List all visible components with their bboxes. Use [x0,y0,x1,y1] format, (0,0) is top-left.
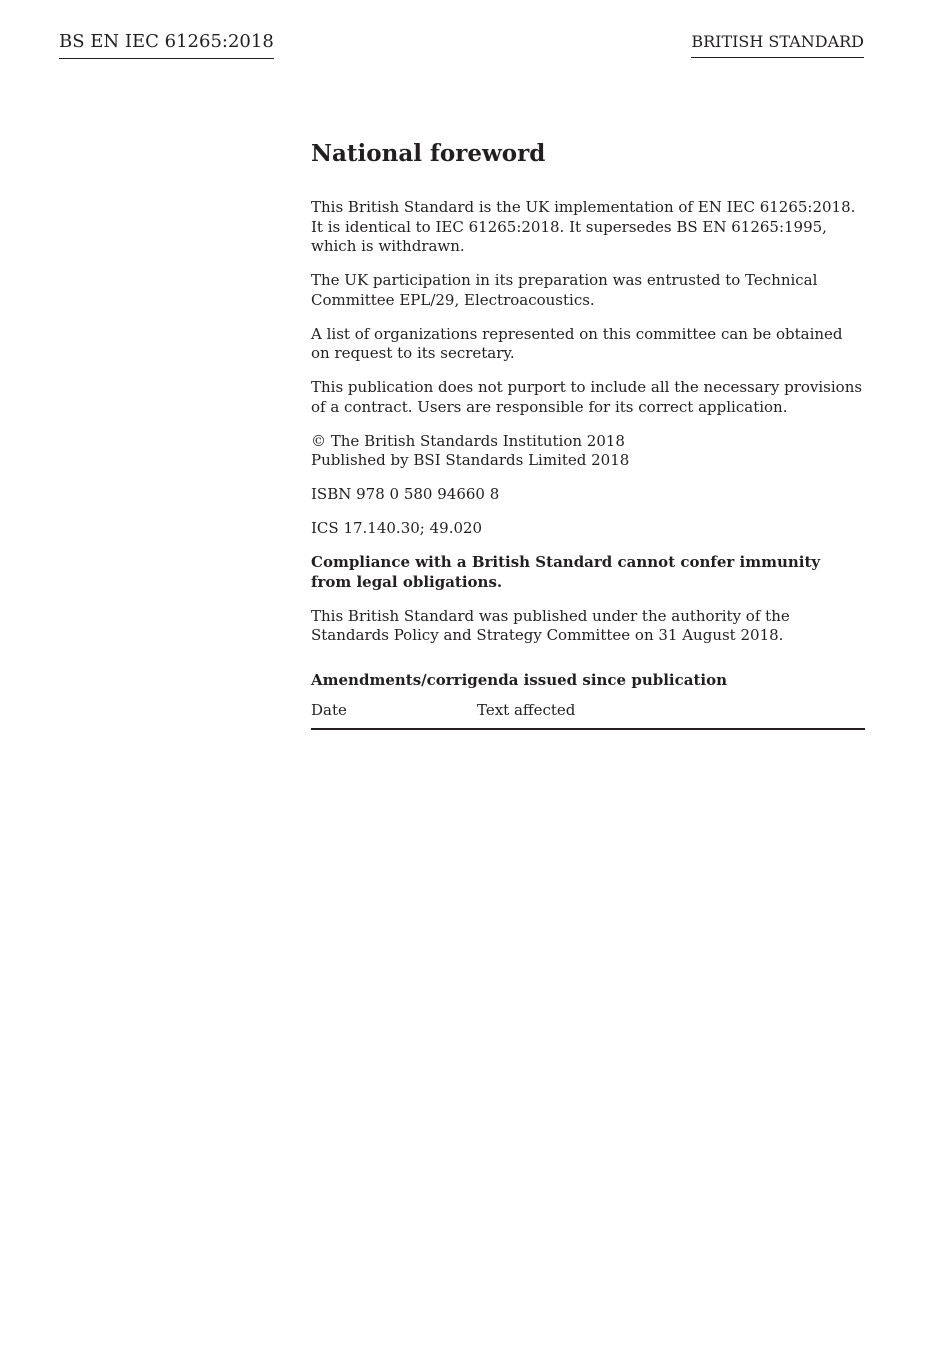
organizations-paragraph: A list of organizations represented on this committee can be obtained on request to its secretary. [311,324,843,362]
amendments-header-row [311,700,865,729]
isbn-line: ISBN 978 0 580 94660 8 [311,485,500,503]
copyright-line: © The British Standards Institution 2018 [311,431,625,450]
provisions-paragraph: This publication does not purport to include all the necessary provisions of a contract. Users are responsible for its correct application. [311,378,863,416]
authority-paragraph: This British Standard was published under the authority of the Standards Policy and Strategy Committee on 31 August 2018. [311,606,790,644]
page-title: National foreword [311,140,546,167]
publisher-line: Published by BSI Standards Limited 2018 [311,451,630,469]
document-code-header: BS EN IEC 61265:2018 [59,30,274,59]
committee-paragraph: The UK participation in its preparation was entrusted to Technical Committee EPL/29, Electroacoustics. [311,271,818,309]
copyright-block [311,432,865,471]
implementation-paragraph: This British Standard is the UK implementation of EN IEC 61265:2018. It is identical to IEC 61265:2018. It supersedes BS EN 61265:1995, which is withdrawn. [311,198,856,255]
standard-type-header: BRITISH STANDARD [691,31,864,58]
amendments-table [311,700,865,730]
compliance-statement: Compliance with a British Standard cannot confer immunity from legal obligations. [311,553,821,591]
foreword-section [311,138,865,730]
ics-line: ICS 17.140.30; 49.020 [311,519,483,537]
date-column-header: Date [311,700,477,729]
amendments-heading: Amendments/corrigenda issued since publication [311,670,727,689]
text-affected-column-header: Text affected [477,700,865,729]
